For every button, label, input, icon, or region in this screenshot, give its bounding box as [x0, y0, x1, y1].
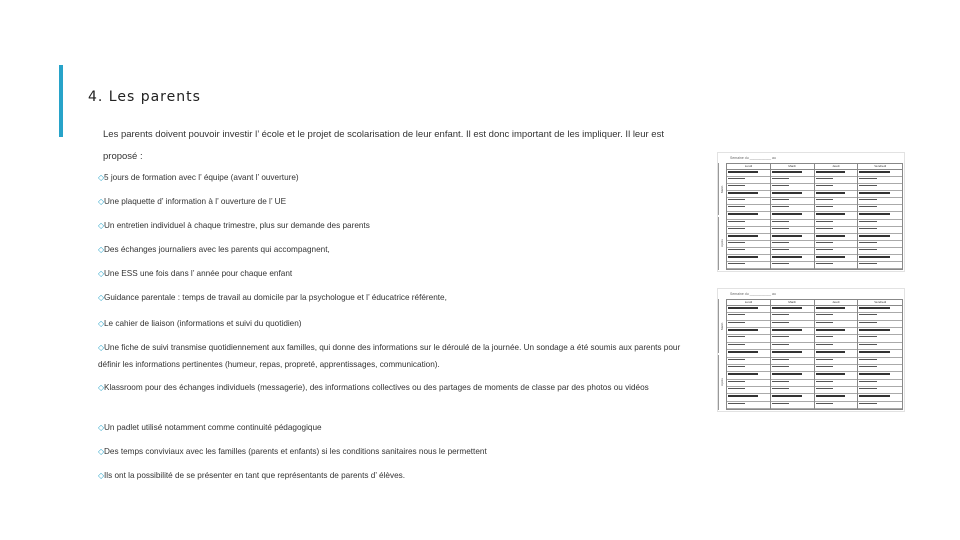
diamond-bullet-icon: ◇ [98, 221, 105, 230]
form-side-label: Après [718, 355, 725, 410]
diamond-bullet-icon: ◇ [98, 293, 105, 302]
list-item [98, 217, 688, 234]
list-item [98, 265, 688, 282]
bullet-text: Le cahier de liaison (informations et suivi du quotidien) [104, 319, 302, 328]
diamond-bullet-icon: ◇ [98, 173, 105, 182]
diamond-bullet-icon: ◇ [98, 197, 105, 206]
form-side-label: Matin [718, 299, 725, 353]
list-item [98, 443, 688, 460]
slide-title: 4. Les parents [88, 89, 201, 105]
bullet-text: 5 jours de formation avec l’ équipe (avant l’ ouverture) [104, 173, 299, 182]
list-item [98, 193, 688, 210]
diamond-bullet-icon: ◇ [98, 383, 105, 392]
list-item [98, 379, 683, 396]
form-grid: Lundi Mardi Jeudi Vendredi [726, 299, 903, 410]
bullet-text: Ils ont la possibilité de se présenter en tant que représentants de parents d’ élèves. [104, 471, 405, 480]
bullet-text: Une fiche de suivi transmise quotidiennement aux familles, qui donne des informations sur le déroulé de la journée. Un sondage a été soumis aux parents pour définir les informations pertinentes (humeur, repas, propreté, apprentissages, communication). [98, 343, 681, 369]
intro-paragraph: Les parents doivent pouvoir investir l’ école et le projet de scolarisation de leur enfant. Il est donc important de les impliquer. Il leur est proposé : [103, 129, 664, 162]
list-item [98, 169, 688, 186]
list-item [98, 241, 688, 258]
list-item [98, 467, 688, 484]
form-header: Semaine du ___________ au [730, 156, 776, 160]
form-side-label: Matin [718, 163, 725, 215]
bullet-text: Des temps conviviaux avec les familles (parents et enfants) si les conditions sanitaires nous le permettent [104, 447, 487, 456]
bullet-text: Des échanges journaliers avec les parents qui accompagnent, [104, 245, 330, 254]
list-item [98, 339, 683, 373]
bullet-text: Guidance parentale : temps de travail au domicile par la psychologue et l’ éducatrice référente, [104, 293, 447, 302]
bullet-text: Une ESS une fois dans l’ année pour chaque enfant [104, 269, 293, 278]
list-item [98, 289, 688, 306]
diamond-bullet-icon: ◇ [98, 447, 105, 456]
form-grid: Lundi Mardi Jeudi Vendredi [726, 163, 903, 270]
diamond-bullet-icon: ◇ [98, 245, 105, 254]
form-header: Semaine du ___________ au [730, 292, 776, 296]
bullet-text: Un padlet utilisé notamment comme continuité pédagogique [104, 423, 322, 432]
daily-report-form-thumbnail [717, 152, 905, 272]
bullet-text: Une plaquette d’ information à l’ ouverture de l’ UE [104, 197, 287, 206]
form-side-label: Après [718, 217, 725, 270]
diamond-bullet-icon: ◇ [98, 269, 105, 278]
list-item [98, 419, 688, 436]
diamond-bullet-icon: ◇ [98, 471, 105, 480]
daily-report-form-thumbnail [717, 288, 905, 412]
title-accent-bar [59, 65, 63, 137]
diamond-bullet-icon: ◇ [98, 423, 105, 432]
bullet-text: Klassroom pour des échanges individuels (messagerie), des informations collectives ou des partages de moments de classe par des photos ou vidéos [104, 383, 649, 392]
diamond-bullet-icon: ◇ [98, 319, 105, 328]
diamond-bullet-icon: ◇ [98, 343, 105, 352]
bullet-text: Un entretien individuel à chaque trimestre, plus sur demande des parents [104, 221, 370, 230]
list-item [98, 315, 688, 332]
